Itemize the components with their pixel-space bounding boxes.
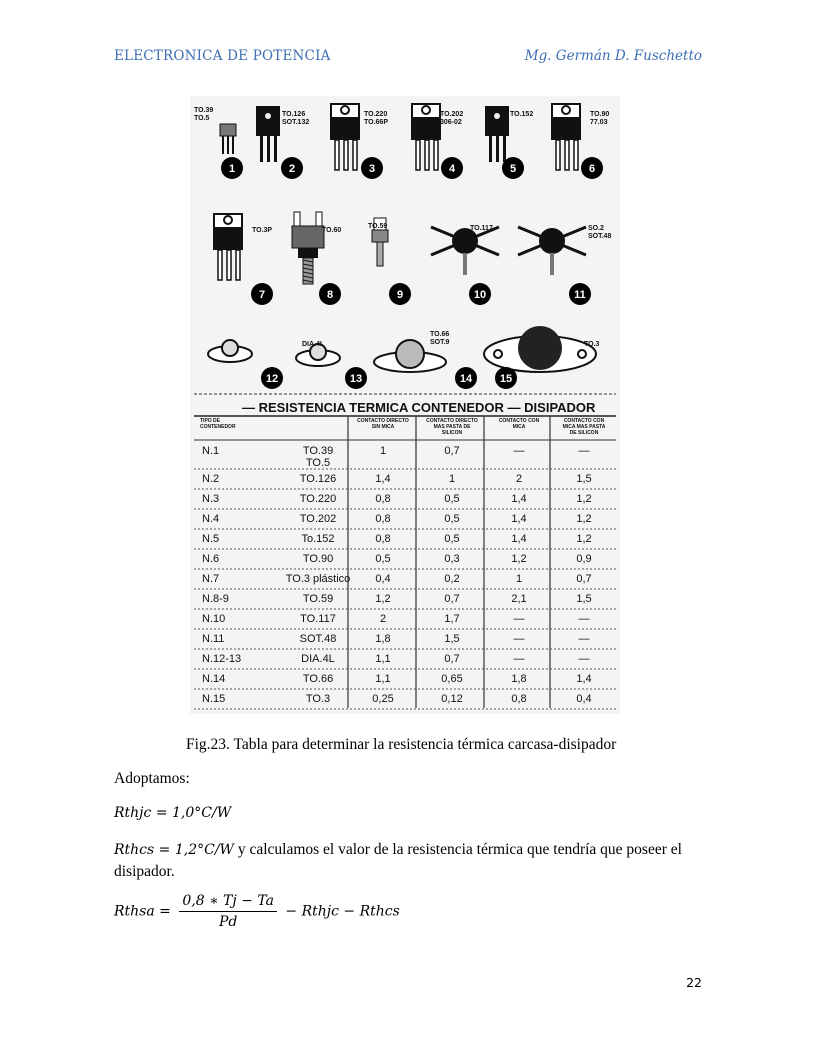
paragraph-rthcs-text-2: disipador. <box>114 863 175 880</box>
row-package: TO.5 <box>305 457 331 469</box>
package-body <box>220 124 236 136</box>
package-number: 15 <box>499 373 513 385</box>
package-number: 3 <box>368 163 376 175</box>
figure-thermal-table <box>190 96 620 714</box>
row-value-con-mica: 1,4 <box>511 533 527 545</box>
row-package: TO.202 <box>299 513 337 525</box>
paragraph-rthcs <box>114 839 704 882</box>
package-label: SOT.48 <box>588 233 612 240</box>
row-value-mica-pasta: 0,7 <box>576 573 592 585</box>
package-body <box>292 226 324 248</box>
table-header: MAS PASTA DE <box>433 424 471 430</box>
package-11 <box>518 227 591 305</box>
equation-rthsa-lhs: Rthsa = <box>114 903 171 920</box>
package-hex <box>372 230 388 242</box>
package-label: TO.60 <box>322 227 342 234</box>
package-label: TO.66 <box>430 331 450 338</box>
table-header: CONTACTO DIRECTO <box>426 418 478 424</box>
fraction-numerator: 0,8 ∗ Tj − Ta <box>179 893 277 912</box>
row-value-con-mica: 2 <box>515 473 523 485</box>
row-value-pasta-silicon: 0,65 <box>441 673 463 685</box>
row-value-contacto-directo: 1,2 <box>375 593 391 605</box>
package-label: TO.202 <box>440 111 464 118</box>
row-value-con-mica: 1,8 <box>511 673 527 685</box>
package-label: TO.39 <box>194 107 214 114</box>
package-lead <box>556 140 560 170</box>
package-body <box>551 118 581 140</box>
header-title: ELECTRONICA DE POTENCIA <box>114 48 331 64</box>
row-package: TO.90 <box>302 553 334 565</box>
equation-rthcs: Rthcs = 1,2°C/W <box>114 842 234 858</box>
row-package: TO.3 plástico <box>285 573 351 585</box>
package-lead <box>503 136 506 162</box>
package-lead <box>218 250 222 280</box>
package-stud <box>377 242 383 266</box>
package-number: 7 <box>258 289 266 301</box>
package-12 <box>208 340 283 389</box>
package-number: 10 <box>473 289 487 301</box>
row-value-mica-pasta: 1,5 <box>576 473 592 485</box>
row-value-con-mica: — <box>513 653 525 665</box>
package-lead <box>489 136 492 162</box>
row-value-pasta-silicon: 0,3 <box>444 553 460 565</box>
table-header: MICA <box>512 424 526 430</box>
package-label: SOT.9 <box>430 339 450 346</box>
package-9 <box>372 218 411 305</box>
row-value-contacto-directo: 1,8 <box>375 633 391 645</box>
package-label: TO.5 <box>194 115 210 122</box>
row-container-id: N.1 <box>202 445 220 457</box>
package-label: SOT.132 <box>282 119 310 126</box>
page-number: 22 <box>686 975 702 990</box>
package-8 <box>292 212 341 305</box>
row-package: To.152 <box>301 533 335 545</box>
row-value-con-mica: 0,8 <box>511 693 527 705</box>
row-container-id: N.4 <box>202 513 220 525</box>
row-container-id: N.8-9 <box>202 593 229 605</box>
package-hole <box>265 113 271 119</box>
package-number: 5 <box>509 163 517 175</box>
row-value-mica-pasta: 1,2 <box>576 493 592 505</box>
package-label: TO.220 <box>364 111 388 118</box>
package-label: TO.59 <box>368 223 388 230</box>
package-lead <box>565 140 569 170</box>
row-container-id: N.6 <box>202 553 220 565</box>
package-lead <box>353 140 357 170</box>
row-container-id: N.7 <box>202 573 220 585</box>
package-stud <box>550 253 554 275</box>
row-value-contacto-directo: 0,8 <box>375 533 391 545</box>
row-value-pasta-silicon: 1 <box>448 473 456 485</box>
row-value-contacto-directo: 1,4 <box>375 473 391 485</box>
row-value-mica-pasta: 1,5 <box>576 593 592 605</box>
package-hole <box>562 106 570 114</box>
package-body <box>411 118 441 140</box>
package-lead <box>232 136 234 154</box>
row-value-pasta-silicon: 0,2 <box>444 573 460 585</box>
row-value-contacto-directo: 1,1 <box>375 673 391 685</box>
row-value-mica-pasta: 1,2 <box>576 533 592 545</box>
package-number: 13 <box>349 373 363 385</box>
package-label: 77.03 <box>590 119 608 126</box>
equation-rthjc: Rthjc = 1,0°C/W <box>114 805 232 821</box>
table-header: MICA MAS PASTA <box>562 424 606 430</box>
row-container-id: N.12-13 <box>202 653 242 665</box>
package-label: TO.152 <box>510 111 534 118</box>
row-container-id: N.11 <box>202 633 225 645</box>
package-hex <box>298 248 318 258</box>
package-1 <box>220 124 243 179</box>
equation-rthsa <box>114 893 400 930</box>
package-number: 9 <box>396 289 404 301</box>
package-hole <box>494 350 502 358</box>
row-value-mica-pasta: — <box>578 613 590 625</box>
package-lead <box>227 136 229 154</box>
package-hole <box>494 113 500 119</box>
package-body <box>330 118 360 140</box>
paragraph-adoptamos: Adoptamos: <box>114 770 190 787</box>
package-lead <box>425 140 429 170</box>
table-header: CONTENEDOR <box>200 424 236 430</box>
row-value-pasta-silicon: 0,7 <box>444 593 460 605</box>
package-label: TO.126 <box>282 111 306 118</box>
row-value-pasta-silicon: 0,5 <box>444 493 460 505</box>
package-lead <box>227 250 231 280</box>
row-value-pasta-silicon: 0,5 <box>444 513 460 525</box>
row-value-mica-pasta: — <box>578 445 590 457</box>
row-container-id: N.15 <box>202 693 226 705</box>
row-value-con-mica: — <box>513 633 525 645</box>
package-14 <box>374 340 477 389</box>
row-container-id: N.2 <box>202 473 220 485</box>
row-value-con-mica: 1,2 <box>511 553 527 565</box>
package-body <box>256 106 280 136</box>
table-header: DE SILICON <box>569 430 599 436</box>
row-package: TO.66 <box>302 673 334 685</box>
package-label: TO.117 <box>470 225 493 232</box>
row-value-contacto-directo: 0,8 <box>375 513 391 525</box>
package-lead <box>222 136 224 154</box>
row-value-mica-pasta: 0,4 <box>576 693 592 705</box>
row-package: SOT.48 <box>299 633 337 645</box>
package-body <box>396 340 424 368</box>
table-header: CONTACTO DIRECTO <box>357 418 409 424</box>
figure-svg <box>190 96 620 714</box>
package-lead <box>344 140 348 170</box>
package-stud <box>463 253 467 275</box>
row-value-contacto-directo: 2 <box>379 613 387 625</box>
row-value-mica-pasta: — <box>578 633 590 645</box>
package-lead <box>236 250 240 280</box>
package-lead <box>267 136 270 162</box>
package-body <box>518 326 562 370</box>
table-title: — RESISTENCIA TERMICA CONTENEDOR — DISIPADOR <box>242 400 596 415</box>
row-package: TO.220 <box>299 493 337 505</box>
row-value-con-mica: 1,4 <box>511 513 527 525</box>
row-value-con-mica: — <box>513 445 525 457</box>
equation-rthsa-rhs: − Rthjc − Rthcs <box>285 903 400 920</box>
row-value-mica-pasta: 0,9 <box>576 553 592 565</box>
row-value-mica-pasta: 1,2 <box>576 513 592 525</box>
table-header: SIN MICA <box>371 424 395 430</box>
package-number: 1 <box>228 163 236 175</box>
package-number: 4 <box>448 163 456 175</box>
row-package: TO.126 <box>299 473 337 485</box>
row-value-mica-pasta: 1,4 <box>576 673 592 685</box>
package-10 <box>431 227 499 305</box>
package-body <box>222 340 238 356</box>
row-container-id: N.10 <box>202 613 226 625</box>
package-label: TO.3P <box>252 227 273 234</box>
package-lead <box>260 136 263 162</box>
package-label: TO.90 <box>590 111 610 118</box>
package-number: 2 <box>288 163 296 175</box>
row-value-pasta-silicon: 1,5 <box>444 633 460 645</box>
package-number: 8 <box>326 289 334 301</box>
table-header: SILICON <box>441 430 463 436</box>
package-hole <box>341 106 349 114</box>
row-value-contacto-directo: 1,1 <box>375 653 391 665</box>
header-author: Mg. Germán D. Fuschetto <box>524 48 702 64</box>
row-value-con-mica: 2,1 <box>511 593 527 605</box>
figure-caption: Fig.23. Tabla para determinar la resistencia térmica carcasa-disipador <box>186 736 617 753</box>
package-lead <box>574 140 578 170</box>
package-number: 14 <box>459 373 473 385</box>
package-number: 12 <box>265 373 279 385</box>
row-package: TO.59 <box>302 593 334 605</box>
row-container-id: N.5 <box>202 533 220 545</box>
row-value-contacto-directo: 0,8 <box>375 493 391 505</box>
package-body <box>213 228 243 250</box>
package-number: 6 <box>588 163 596 175</box>
table-header: CONTACTO CON <box>498 418 540 424</box>
package-15 <box>484 326 596 389</box>
package-lead <box>335 140 339 170</box>
package-body <box>539 228 565 254</box>
package-lead <box>434 140 438 170</box>
row-value-pasta-silicon: 0,12 <box>441 693 463 705</box>
paragraph-rthcs-text: y calculamos el valor de la resistencia térmica que tendría que poseer el <box>233 841 682 858</box>
row-value-pasta-silicon: 0,7 <box>444 445 460 457</box>
row-value-pasta-silicon: 0,7 <box>444 653 460 665</box>
package-number: 11 <box>574 289 586 301</box>
row-value-contacto-directo: 0,25 <box>372 693 394 705</box>
row-container-id: N.3 <box>202 493 220 505</box>
package-terminal <box>294 212 300 226</box>
row-package: DIA.4L <box>301 653 335 665</box>
fraction-denominator: Pd <box>218 914 238 930</box>
package-label: TO.66P <box>364 119 388 126</box>
row-value-con-mica: 1 <box>515 573 523 585</box>
row-value-contacto-directo: 0,4 <box>375 573 391 585</box>
package-hole <box>224 216 232 224</box>
package-lead <box>416 140 420 170</box>
row-value-pasta-silicon: 0,5 <box>444 533 460 545</box>
package-hole <box>578 350 586 358</box>
package-lead <box>496 136 499 162</box>
package-lead <box>274 136 277 162</box>
equation-fraction <box>179 893 277 930</box>
row-value-pasta-silicon: 1,7 <box>444 613 460 625</box>
package-label: TO.3 <box>584 341 600 348</box>
package-label: SO.2 <box>588 225 604 232</box>
row-container-id: N.14 <box>202 673 226 685</box>
package-label: 306-02 <box>440 119 462 126</box>
package-13 <box>296 344 367 389</box>
package-hole <box>422 106 430 114</box>
row-value-con-mica: 1,4 <box>511 493 527 505</box>
row-value-con-mica: — <box>513 613 525 625</box>
package-label: DIA.4L <box>302 341 325 348</box>
table-header: CONTACTO CON <box>563 418 605 424</box>
row-package: TO.39 <box>302 445 334 457</box>
row-value-contacto-directo: 0,5 <box>375 553 391 565</box>
package-terminal <box>316 212 322 226</box>
package-body <box>485 106 509 136</box>
row-package: TO.3 <box>305 693 331 705</box>
table-header: TIPO DE <box>200 418 221 424</box>
row-package: TO.117 <box>300 613 336 625</box>
row-value-mica-pasta: — <box>578 653 590 665</box>
row-value-contacto-directo: 1 <box>379 445 387 457</box>
